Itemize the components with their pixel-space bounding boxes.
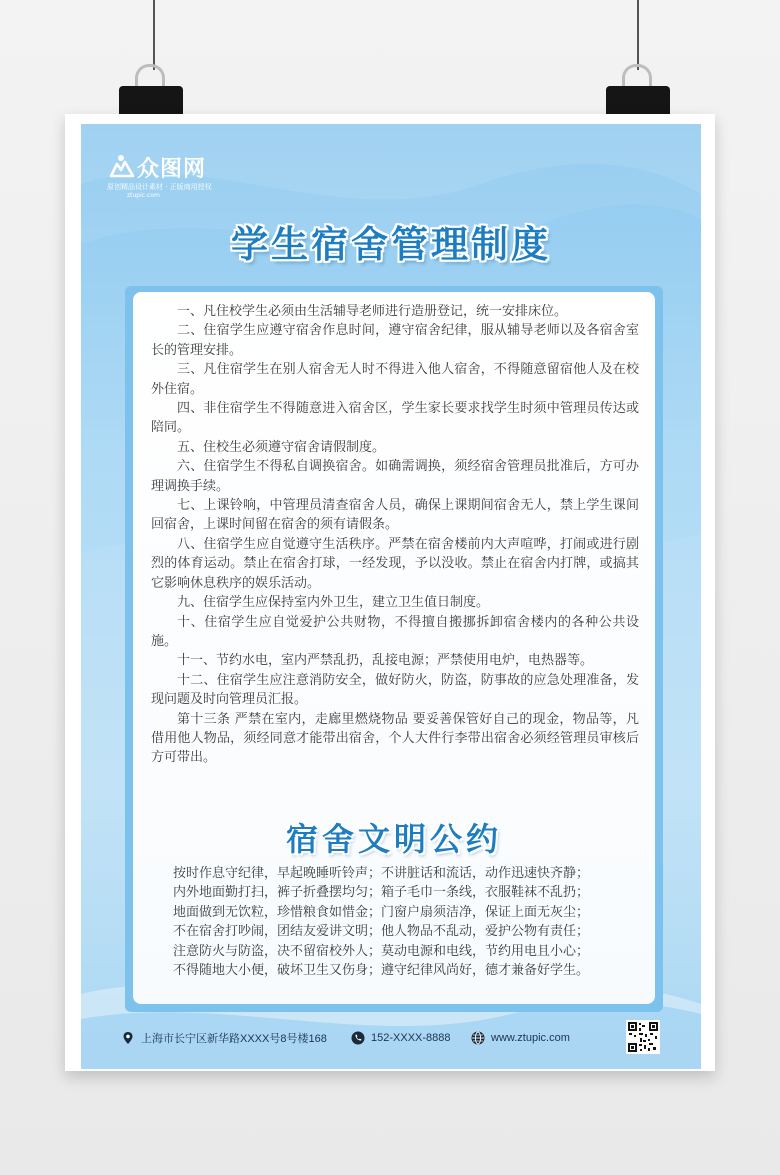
phone-text: 152-XXXX-8888: [371, 1032, 451, 1044]
pact-list: [173, 864, 643, 980]
rule-item: 第十三条 严禁在室内，走廊里燃烧物品 要妥善保管好自己的现金，物品等，凡借用他人物品，须经同意才能带出宿舍，个人大件行李带出宿舍必须经管理员审核后方可带出。: [151, 711, 639, 766]
logo-text: 众图网: [137, 157, 207, 182]
pact-line: 不得随地大小便，破坏卫生又伤身；遵守纪律风尚好，德才兼备好学生。: [173, 963, 590, 979]
pact-line: 地面做到无饮粒，珍惜粮食如惜金；门窗户扇须洁净，保证上面无灰尘；: [173, 904, 590, 920]
content-panel: [133, 292, 655, 1004]
rule-item: 四、非住宿学生不得随意进入宿舍区，学生家长要求找学生时须中管理员传达或陪同。: [151, 401, 639, 436]
rule-item: 一、凡住校学生必须由生活辅导老师进行造册登记，统一安排床位。: [177, 304, 568, 319]
rule-item: 二、住宿学生应遵守宿舍作息时间，遵守宿舍纪律，服从辅导老师以及各宿舍室长的管理安排。: [151, 323, 639, 358]
rules-list: [151, 302, 639, 768]
qr-code-icon: [628, 1022, 658, 1052]
contact-footer: [81, 1020, 701, 1056]
globe-icon: [471, 1031, 485, 1045]
rule-item: 七、上课铃响，中管理员清查宿舍人员，确保上课期间宿舍无人，禁上学生课间回宿舍，上课时间留在宿舍的须有请假条。: [151, 498, 639, 533]
qr-code: [626, 1020, 660, 1054]
rule-item: 十二、住宿学生应注意消防安全，做好防火，防盗，防事故的应急处理准备，发现问题及时向管理员汇报。: [151, 672, 639, 708]
brand-logo: [107, 150, 212, 199]
rule-item: 八、住宿学生应自觉遵守生活秩序。严禁在宿舍楼前内大声喧哗，打闹或进行剧烈的体育运动。禁止在宿舍打球，一经发现，予以没收。禁止在宿舍内打牌，或搞其它影响休息秩序的娱乐活动。: [151, 536, 639, 591]
hanging-wire-left: [153, 0, 155, 70]
pact-line: 按时作息守纪律，早起晚睡听铃声；不讲脏话和流话，动作迅速快齐静；: [173, 866, 590, 881]
logo-mark-icon: [107, 154, 135, 178]
rule-item: 九、住宿学生应保持室内外卫生，建立卫生值日制度。: [177, 595, 490, 611]
hanging-wire-right: [637, 0, 639, 70]
pact-line: 不在宿舍打吵闹，团结友爱讲文明；他人物品不乱动，爱护公物有责任；: [173, 924, 590, 940]
page-title: 学生宿舍管理制度: [231, 222, 551, 266]
rule-item: 十、住宿学生应自觉爱护公共财物，不得擅自搬挪拆卸宿舍楼内的各种公共设施。: [151, 614, 639, 649]
website-text: www.ztupic.com: [491, 1032, 570, 1044]
pact-line: 内外地面勤打扫，裤子折叠摆均匀；箱子毛巾一条线，衣服鞋袜不乱扔；: [173, 885, 590, 901]
logo-tagline: 原创精品设计素材 · 正版商用授权: [107, 183, 212, 191]
footer-website: [471, 1028, 570, 1048]
pact-title: 宿舍文明公约: [285, 820, 502, 858]
footer-address: [121, 1028, 327, 1048]
location-icon: [121, 1031, 135, 1045]
rule-item: 六、住宿学生不得私自调换宿舍。如确需调换，须经宿舍管理员批准后，方可办理调换手续。: [151, 459, 639, 494]
rule-item: 五、住校生必须遵守宿舍请假制度。: [177, 439, 386, 455]
phone-icon: [351, 1031, 365, 1045]
address-text: 上海市长宁区新华路XXXX号8号楼168: [141, 1033, 327, 1045]
rule-item: 三、凡住宿学生在别人宿舍无人时不得进入他人宿舍，不得随意留宿他人及在校外住宿。: [151, 362, 639, 397]
rule-item: 十一、节约水电，室内严禁乱扔，乱接电源；严禁使用电炉，电热器等。: [177, 653, 594, 669]
pact-line: 注意防火与防盗，决不留宿校外人；莫动电源和电线，节约用电且小心；: [173, 943, 590, 959]
poster: [65, 114, 715, 1071]
logo-url: ztupic.com: [127, 192, 160, 199]
footer-phone: [351, 1028, 451, 1048]
poster-background: [81, 124, 701, 1069]
